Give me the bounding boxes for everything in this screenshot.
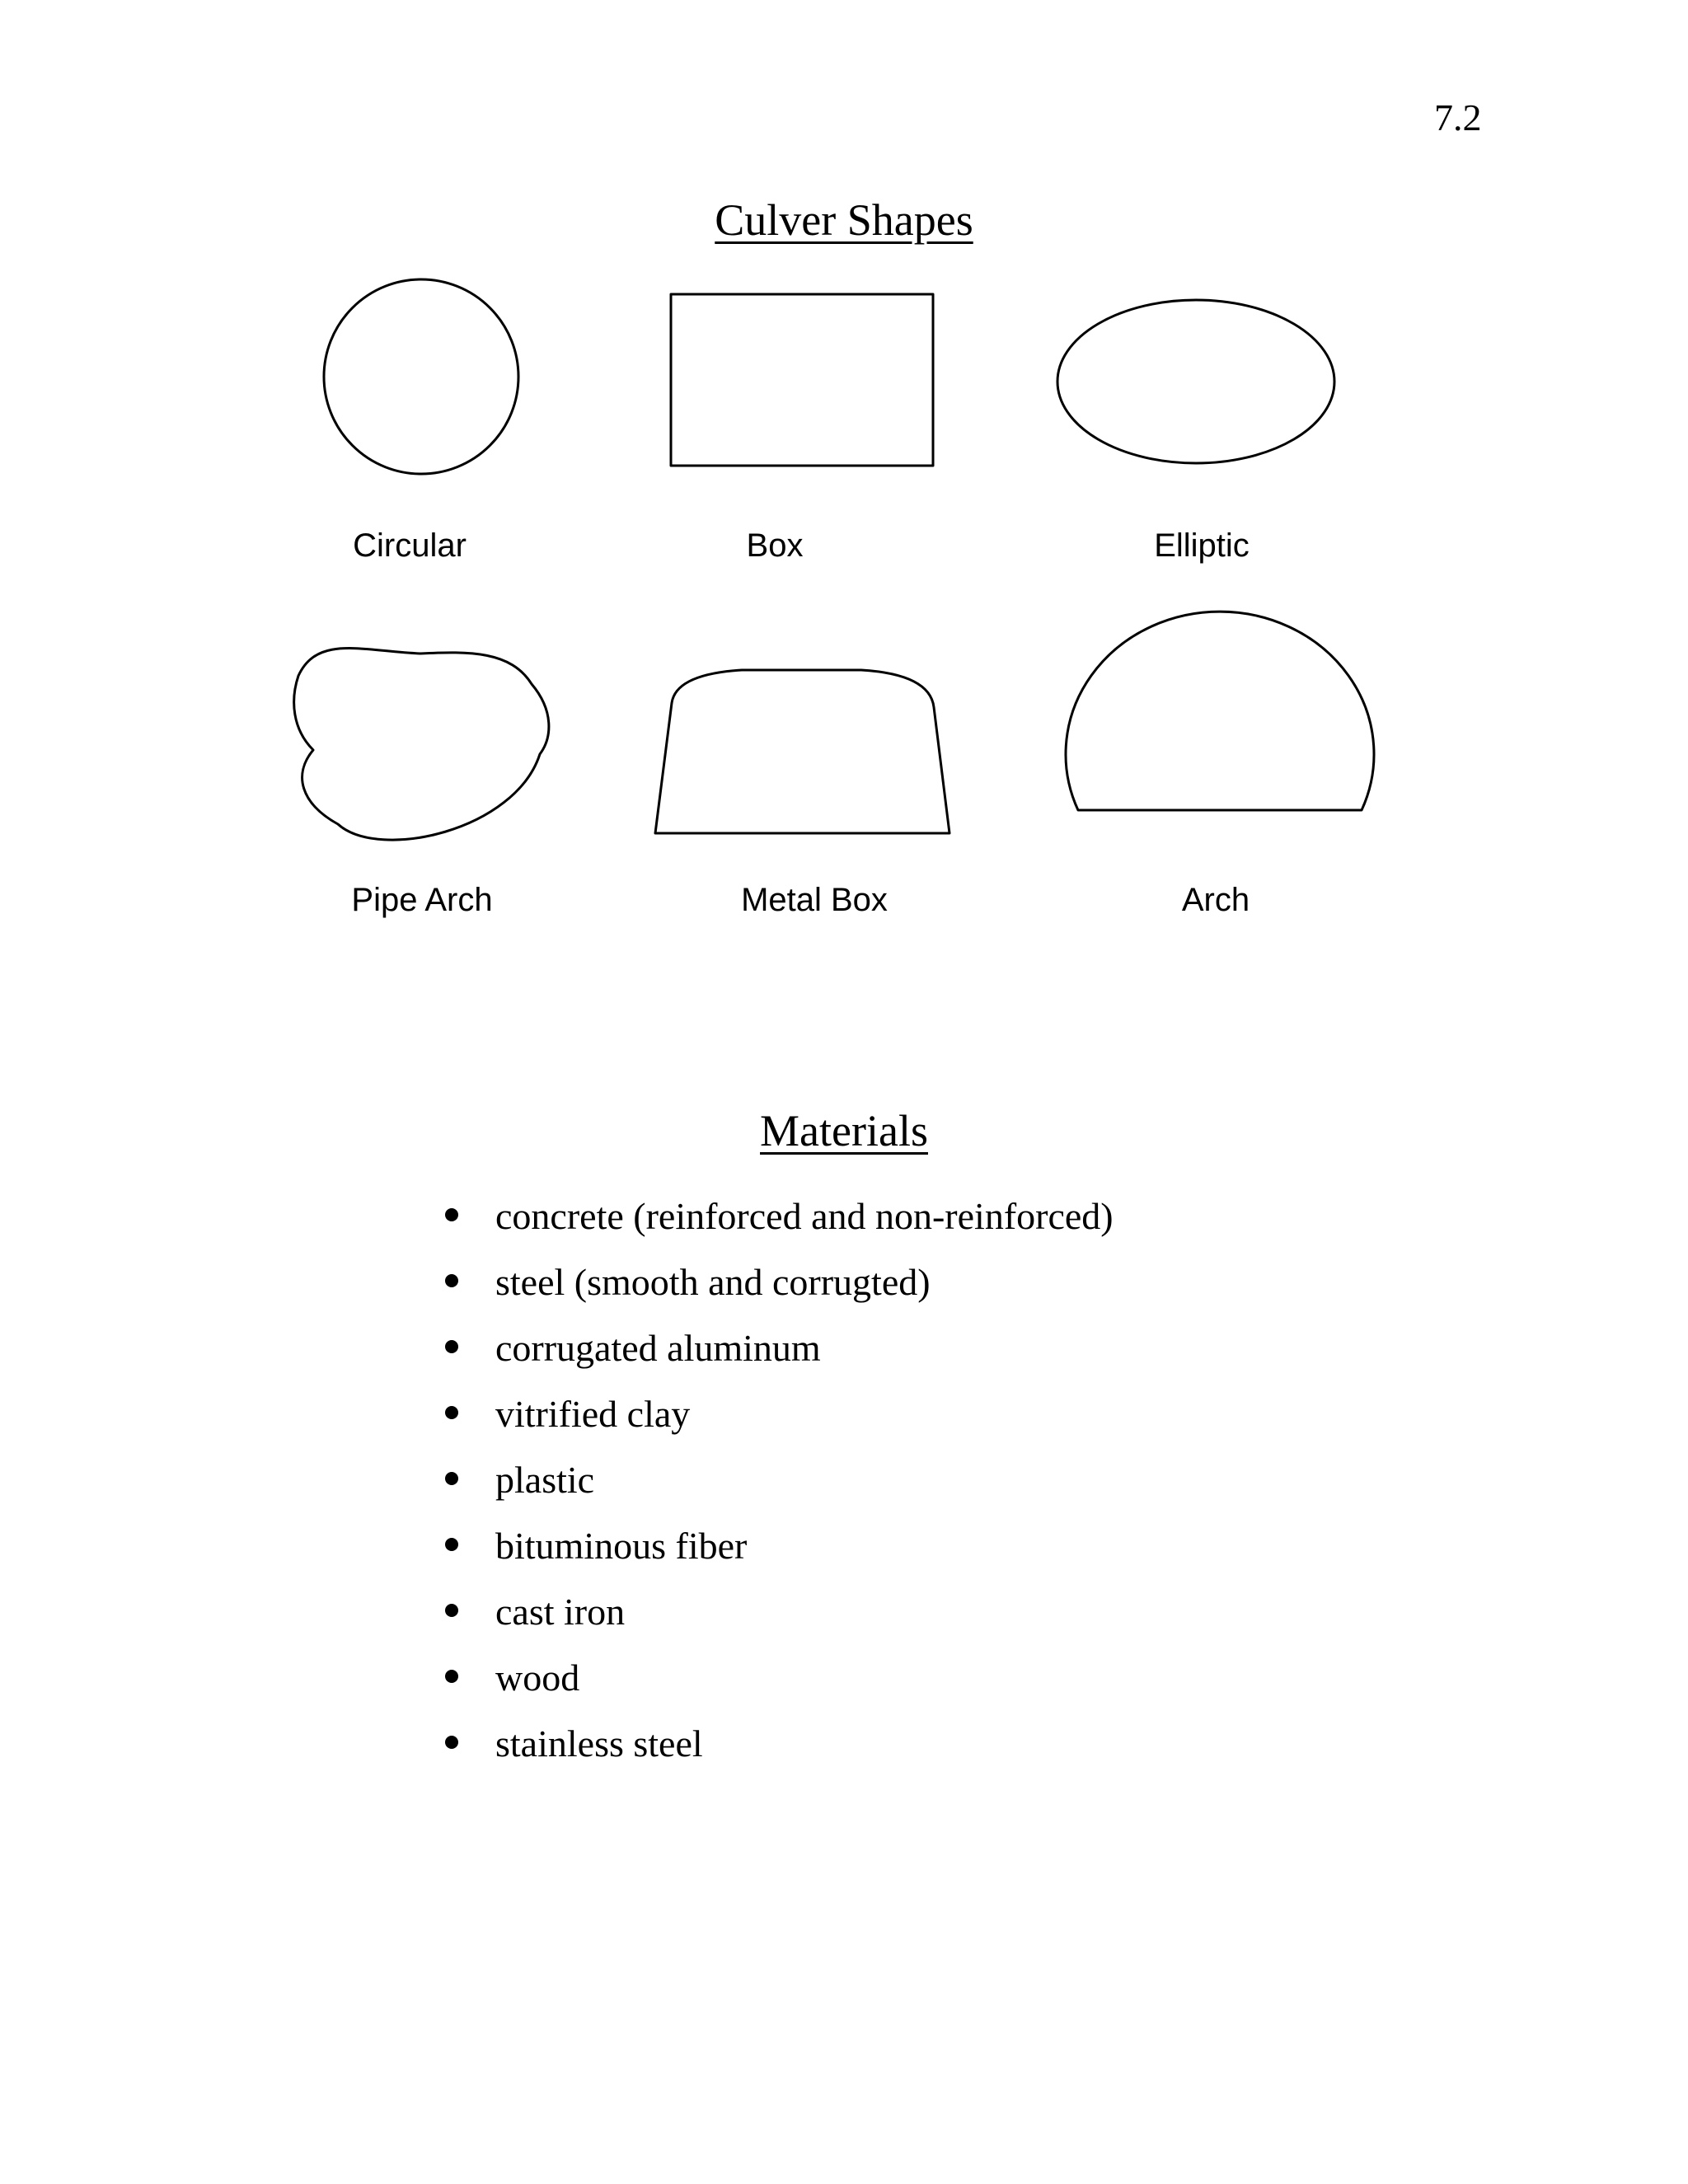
material-text: steel (smooth and corrugted): [495, 1261, 931, 1303]
arch-label: Arch: [1181, 882, 1250, 918]
metal-box-label: Metal Box: [741, 882, 888, 918]
list-item: [445, 1259, 1114, 1325]
arch-shape: [1066, 612, 1374, 810]
materials-title: Materials: [760, 1106, 928, 1155]
material-text: vitrified clay: [495, 1393, 691, 1435]
pipe-arch-shape: [294, 649, 549, 841]
material-text: cast iron: [495, 1591, 626, 1633]
list-item: [445, 1391, 1114, 1457]
culvert-shapes-figure: [0, 0, 1688, 948]
list-item: [445, 1523, 1114, 1589]
bullet-icon: [445, 1340, 458, 1353]
list-item: [445, 1655, 1114, 1721]
box-shape: [671, 294, 933, 466]
bullet-icon: [445, 1604, 458, 1617]
circular-label: Circular: [353, 527, 467, 564]
material-text: corrugated aluminum: [495, 1327, 821, 1369]
circular-shape: [324, 279, 518, 474]
list-item: [445, 1325, 1114, 1391]
bullet-icon: [445, 1208, 458, 1221]
list-item: [445, 1193, 1114, 1259]
metal-box-shape: [655, 670, 950, 833]
list-item: [445, 1721, 1114, 1787]
bullet-icon: [445, 1736, 458, 1749]
bullet-icon: [445, 1670, 458, 1683]
material-text: concrete (reinforced and non-reinforced): [495, 1195, 1114, 1237]
bullet-icon: [445, 1538, 458, 1551]
bullet-icon: [445, 1274, 458, 1287]
page-number: 7.2: [1434, 96, 1482, 138]
list-item: [445, 1589, 1114, 1655]
materials-list: [445, 1193, 1114, 1787]
material-text: stainless steel: [495, 1722, 703, 1765]
material-text: plastic: [495, 1459, 595, 1501]
material-text: bituminous fiber: [495, 1525, 748, 1567]
pipe-arch-label: Pipe Arch: [351, 882, 493, 918]
box-label: Box: [746, 527, 804, 564]
material-text: wood: [495, 1657, 580, 1699]
bullet-icon: [445, 1406, 458, 1419]
elliptic-shape: [1057, 300, 1334, 463]
culvert-shapes-title: Culver Shapes: [715, 195, 973, 245]
elliptic-label: Elliptic: [1154, 527, 1250, 564]
bullet-icon: [445, 1472, 458, 1485]
list-item: [445, 1457, 1114, 1523]
